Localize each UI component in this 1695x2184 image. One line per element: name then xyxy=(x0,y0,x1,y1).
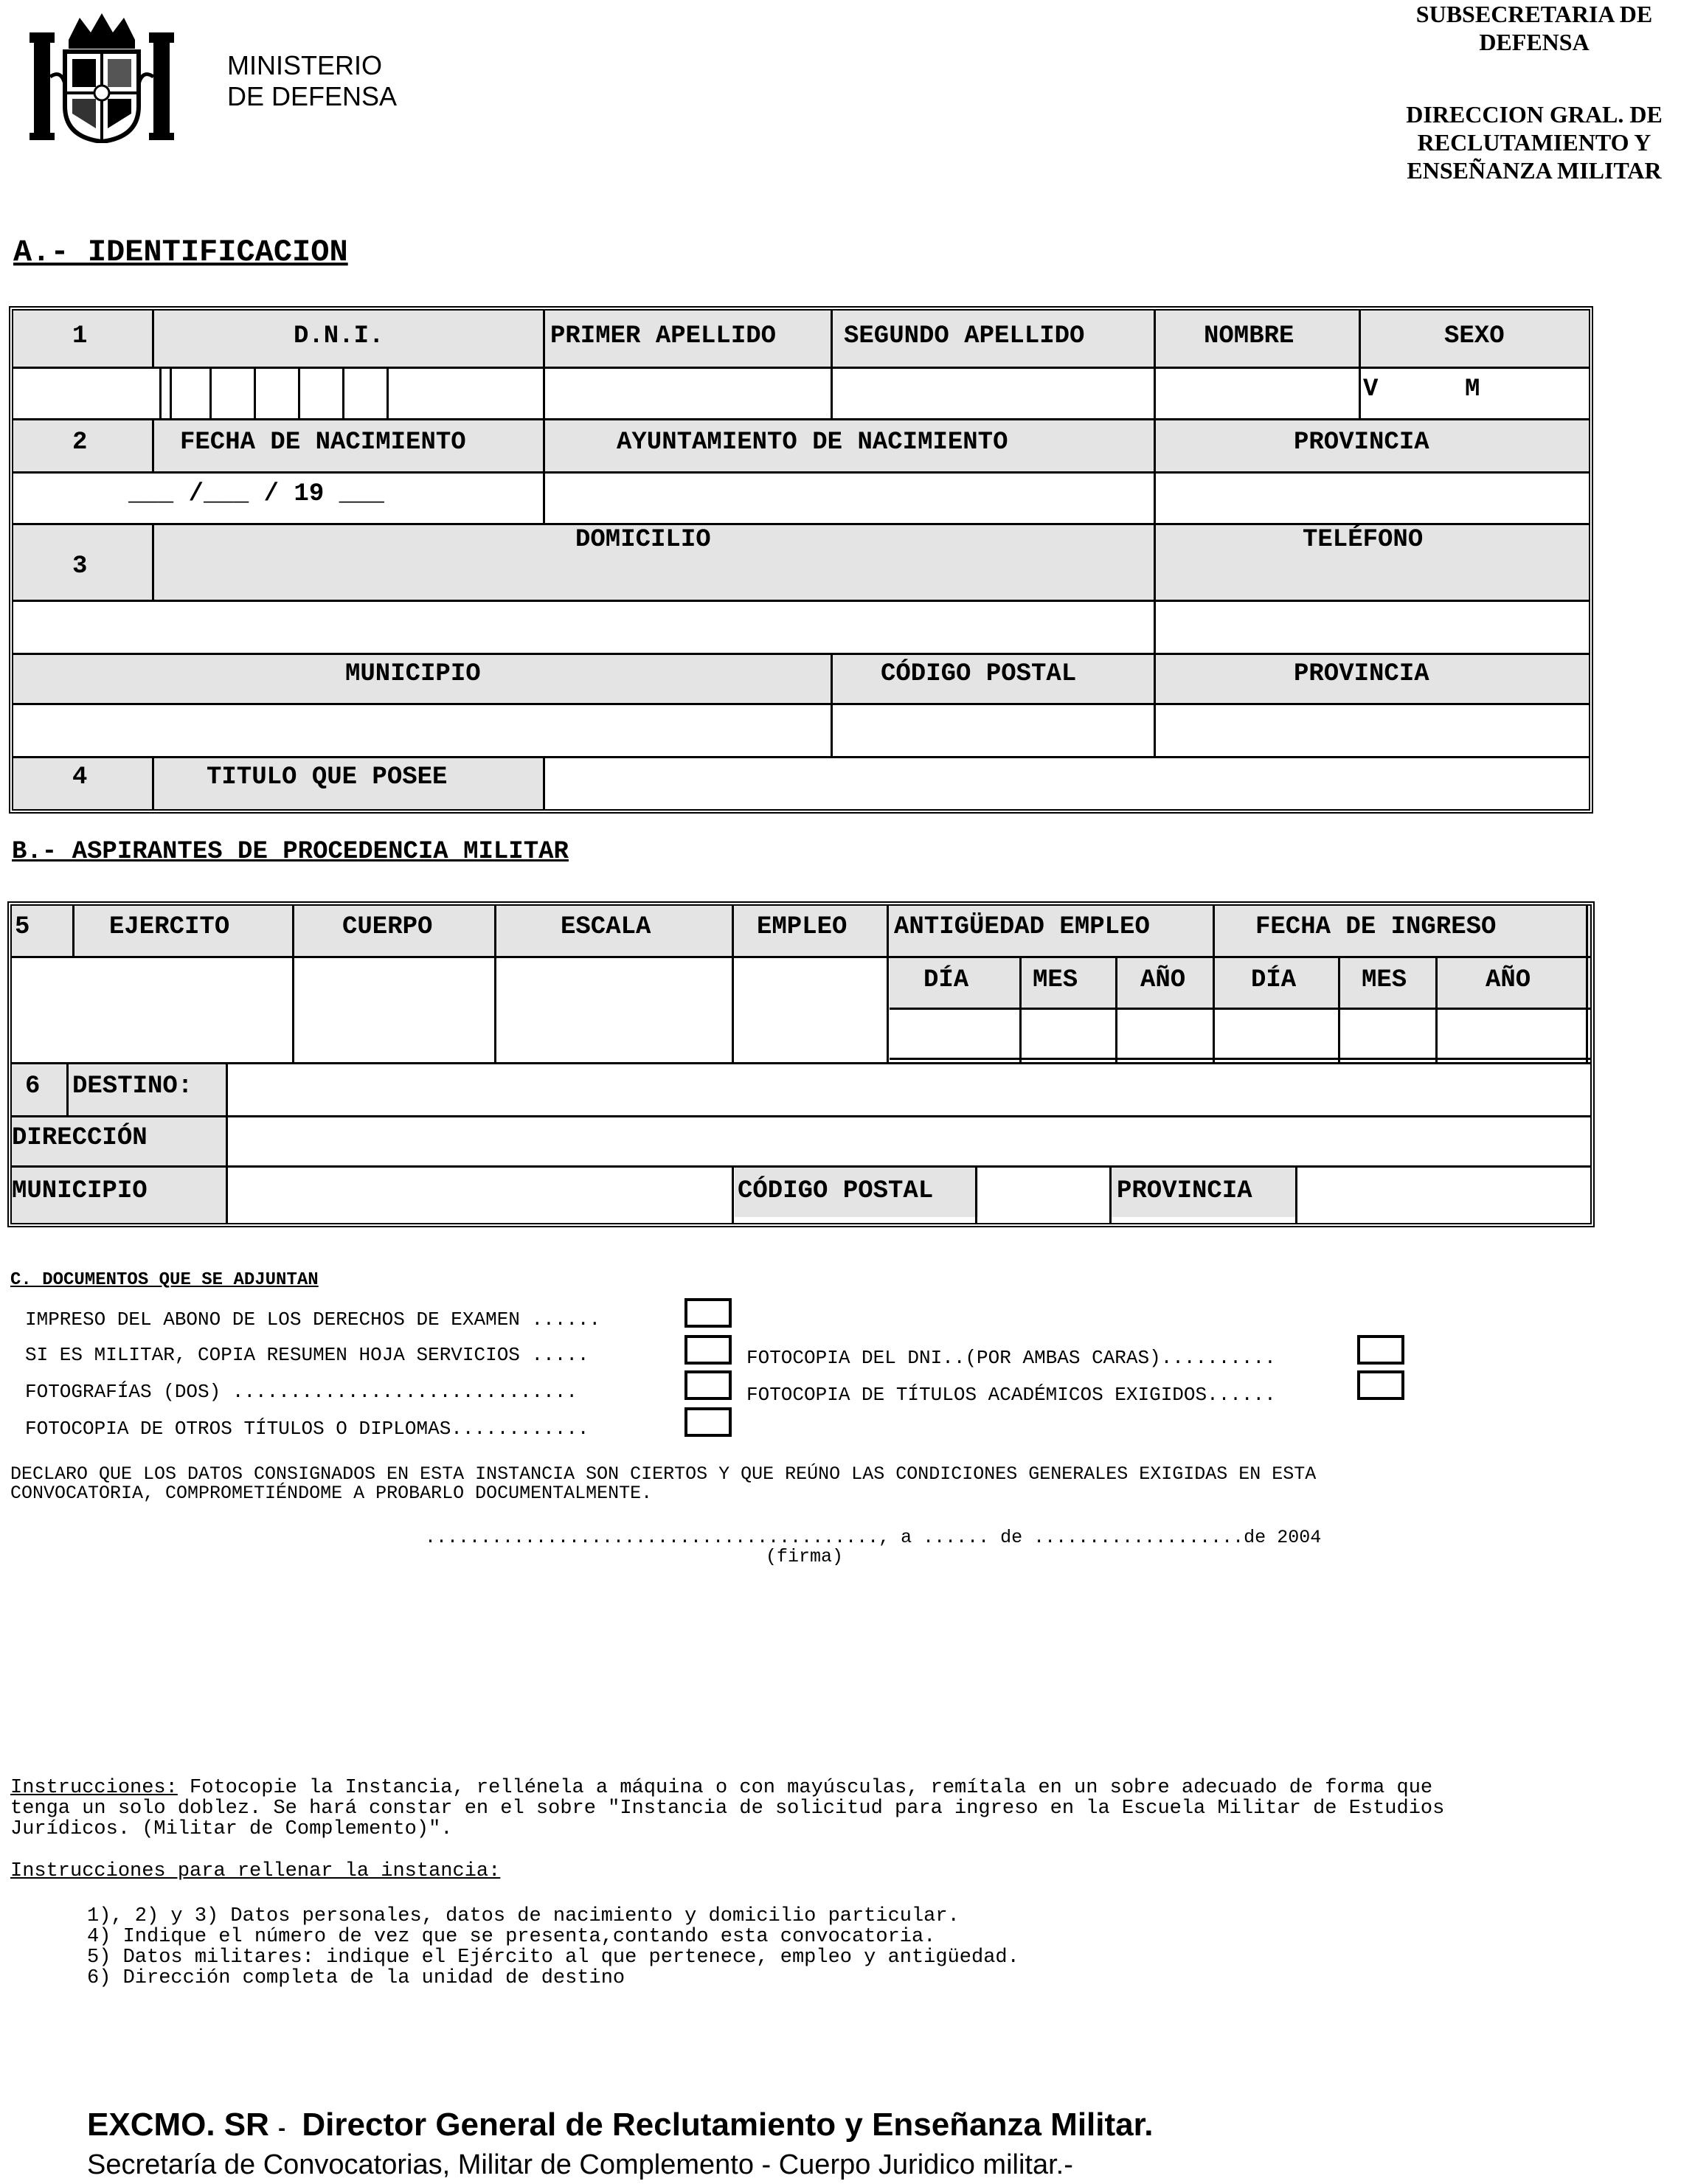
titulo-label: TITULO QUE POSEE xyxy=(207,763,448,791)
municipio-destino-input[interactable] xyxy=(229,1168,730,1221)
ingreso-ano-label: AÑO xyxy=(1486,966,1531,994)
fecha-ingreso-label: FECHA DE INGRESO xyxy=(1255,913,1497,941)
instructions-label: Instrucciones: xyxy=(10,1777,178,1799)
ayuntamiento-input[interactable] xyxy=(546,474,1152,521)
footer-excmo: EXCMO. SR xyxy=(87,2107,269,2143)
escala-label: ESCALA xyxy=(561,913,651,941)
ejercito-input[interactable] xyxy=(13,959,291,1061)
telefono-label: TELÉFONO xyxy=(1303,526,1424,554)
ingreso-mes-input[interactable] xyxy=(1341,1010,1434,1056)
doc-item-titulos-academicos: FOTOCOPIA DE TÍTULOS ACADÉMICOS EXIGIDOS...... xyxy=(746,1384,1276,1406)
subsecretaria-line2: DEFENSA xyxy=(1479,29,1590,55)
section-c-title: C. DOCUMENTOS QUE SE ADJUNTAN xyxy=(10,1270,319,1290)
antiguedad-dia-input[interactable] xyxy=(890,1010,1018,1056)
codigo-postal-label: CÓDIGO POSTAL xyxy=(881,660,1077,688)
row3-number: 3 xyxy=(72,552,88,580)
fecha-nacimiento-label: FECHA DE NACIMIENTO xyxy=(180,429,466,457)
dni-label: D.N.I. xyxy=(294,322,384,350)
municipio-destino-label: MUNICIPIO xyxy=(12,1177,148,1205)
codigo-postal-input[interactable] xyxy=(833,706,1152,755)
instructions-text-line1: Fotocopie la Instancia, rellénela a máquina o con mayúsculas, remítala en un sobre adecuado de forma que xyxy=(177,1777,1433,1799)
coat-of-arms-icon xyxy=(28,10,176,143)
fill-instruction-item: 6) Dirección completa de la unidad de destino xyxy=(87,1967,625,1989)
codigo-postal-destino-input[interactable] xyxy=(978,1168,1108,1221)
nombre-label: NOMBRE xyxy=(1204,322,1294,350)
sexo-label: SEXO xyxy=(1444,322,1505,350)
cuerpo-input[interactable] xyxy=(295,959,493,1061)
direccion-input[interactable] xyxy=(229,1118,1586,1164)
provincia-domicilio-input[interactable] xyxy=(1157,706,1587,755)
ingreso-mes-label: MES xyxy=(1362,966,1407,994)
doc-checkbox-titulos-academicos[interactable] xyxy=(1357,1370,1404,1400)
destino-label: DESTINO: xyxy=(72,1072,193,1100)
direccion-line3: ENSEÑANZA MILITAR xyxy=(1407,157,1662,184)
provincia-destino-input[interactable] xyxy=(1298,1168,1586,1221)
empleo-label: EMPLEO xyxy=(757,913,848,941)
row4-number: 4 xyxy=(72,763,88,791)
escala-input[interactable] xyxy=(497,959,730,1061)
direccion-line2: RECLUTAMIENTO Y xyxy=(1417,129,1651,156)
doc-item-hoja-servicios: SI ES MILITAR, COPIA RESUMEN HOJA SERVICIOS ..... xyxy=(25,1344,589,1366)
doc-checkbox-dni[interactable] xyxy=(1357,1335,1404,1365)
section-b-title: B.- ASPIRANTES DE PROCEDENCIA MILITAR xyxy=(12,838,569,866)
fill-instruction-item: 1), 2) y 3) Datos personales, datos de nacimiento y domicilio particular. xyxy=(87,1905,960,1927)
ejercito-label: EJERCITO xyxy=(109,913,230,941)
primer-apellido-label: PRIMER APELLIDO xyxy=(550,322,777,350)
ingreso-dia-input[interactable] xyxy=(1216,1010,1337,1056)
fill-instruction-item: 4) Indique el número de vez que se presenta,contando esta convocatoria. xyxy=(87,1926,936,1948)
cuerpo-label: CUERPO xyxy=(342,913,433,941)
fecha-nacimiento-input[interactable]: ___ /___ / 19 ___ xyxy=(128,480,384,508)
antiguedad-ano-input[interactable] xyxy=(1118,1010,1211,1056)
declaration-line2: CONVOCATORIA, COMPROMETIÉNDOME A PROBARLO DOCUMENTALMENTE. xyxy=(10,1483,653,1504)
doc-item-abono: IMPRESO DEL ABONO DE LOS DERECHOS DE EXAMEN ...... xyxy=(25,1308,601,1331)
antiguedad-ano-label: AÑO xyxy=(1140,966,1186,994)
doc-checkbox-hoja-servicios[interactable] xyxy=(684,1335,732,1365)
footer-director: Director General de Reclutamiento y Enseñanza Militar. xyxy=(302,2107,1154,2143)
fill-instruction-item: 5) Datos militares: indique el Ejército al que pertenece, empleo y antigüedad. xyxy=(87,1946,1019,1969)
doc-checkbox-abono[interactable] xyxy=(684,1298,732,1328)
provincia-domicilio-label: PROVINCIA xyxy=(1294,660,1429,688)
row6-number: 6 xyxy=(25,1072,41,1100)
domicilio-label: DOMICILIO xyxy=(575,526,711,554)
ingreso-ano-input[interactable] xyxy=(1438,1010,1584,1056)
empleo-input[interactable] xyxy=(735,959,885,1061)
row5-number: 5 xyxy=(15,913,30,941)
instructions-text-line3: Jurídicos. (Militar de Complemento)". xyxy=(10,1818,453,1840)
fill-instructions-title: Instrucciones para rellenar la instancia: xyxy=(10,1860,501,1882)
destino-input[interactable] xyxy=(229,1065,1586,1114)
doc-checkbox-otros-titulos[interactable] xyxy=(684,1407,732,1437)
provincia-nacimiento-input[interactable] xyxy=(1157,474,1587,521)
codigo-postal-destino-label: CÓDIGO POSTAL xyxy=(738,1177,934,1205)
row1-number: 1 xyxy=(72,322,88,350)
declaration-line1: DECLARO QUE LOS DATOS CONSIGNADOS EN ESTA INSTANCIA SON CIERTOS Y QUE REÚNO LAS CONDICIONES GENERALES EXIGIDAS EN ESTA xyxy=(10,1463,1317,1485)
provincia-destino-label: PROVINCIA xyxy=(1117,1177,1252,1205)
segundo-apellido-label: SEGUNDO APELLIDO xyxy=(844,322,1085,350)
direccion-line1: DIRECCION GRAL. DE xyxy=(1406,101,1663,128)
antiguedad-dia-label: DÍA xyxy=(923,966,969,994)
dni-input[interactable] xyxy=(161,370,541,417)
antiguedad-mes-input[interactable] xyxy=(1022,1010,1114,1056)
subsecretaria-line1: SUBSECRETARIA DE xyxy=(1415,1,1653,27)
primer-apellido-input[interactable] xyxy=(546,370,829,417)
doc-item-fotografias: FOTOGRAFÍAS (DOS) .............................. xyxy=(25,1381,578,1403)
military-table xyxy=(7,901,1595,1227)
nombre-input[interactable] xyxy=(1157,370,1357,417)
signature-date-line[interactable]: ........................................., a ...... de ...................de 2004 xyxy=(425,1527,1322,1548)
segundo-apellido-input[interactable] xyxy=(833,370,1152,417)
domicilio-input[interactable] xyxy=(13,603,1152,651)
doc-item-otros-titulos: FOTOCOPIA DE OTROS TÍTULOS O DIPLOMAS............ xyxy=(25,1418,589,1440)
identification-table xyxy=(9,306,1593,814)
footer-dash: - xyxy=(278,2116,286,2140)
municipio-label: MUNICIPIO xyxy=(345,660,481,688)
antiguedad-mes-label: MES xyxy=(1033,966,1078,994)
section-a-title: A.- IDENTIFICACION xyxy=(13,235,348,270)
ministry-name-line1: MINISTERIO xyxy=(227,50,383,80)
municipio-input[interactable] xyxy=(13,706,829,755)
doc-item-dni: FOTOCOPIA DEL DNI..(POR AMBAS CARAS).......... xyxy=(746,1347,1276,1369)
antiguedad-label: ANTIGÜEDAD EMPLEO xyxy=(894,913,1150,941)
footer-secretaria: Secretaría de Convocatorias, Militar de Complemento - Cuerpo Juridico militar.- xyxy=(87,2149,1073,2180)
ayuntamiento-label: AYUNTAMIENTO DE NACIMIENTO xyxy=(617,429,1008,457)
doc-checkbox-fotografias[interactable] xyxy=(684,1370,732,1400)
ministry-name-line2: DE DEFENSA xyxy=(227,81,398,111)
instructions-text-line2: tenga un solo doblez. Se hará constar en el sobre "Instancia de solicitud para ingreso en la Escuela Militar de Estudios xyxy=(10,1798,1445,1820)
firma-label: (firma) xyxy=(766,1546,844,1567)
titulo-input[interactable] xyxy=(546,759,1587,808)
sexo-m-option[interactable]: M xyxy=(1465,375,1480,403)
ingreso-dia-label: DÍA xyxy=(1251,966,1297,994)
row2-number: 2 xyxy=(72,429,88,457)
provincia-nacimiento-label: PROVINCIA xyxy=(1294,429,1429,457)
direccion-label: DIRECCIÓN xyxy=(12,1124,148,1152)
telefono-input[interactable] xyxy=(1157,603,1587,651)
sexo-v-option[interactable]: V xyxy=(1363,375,1379,403)
